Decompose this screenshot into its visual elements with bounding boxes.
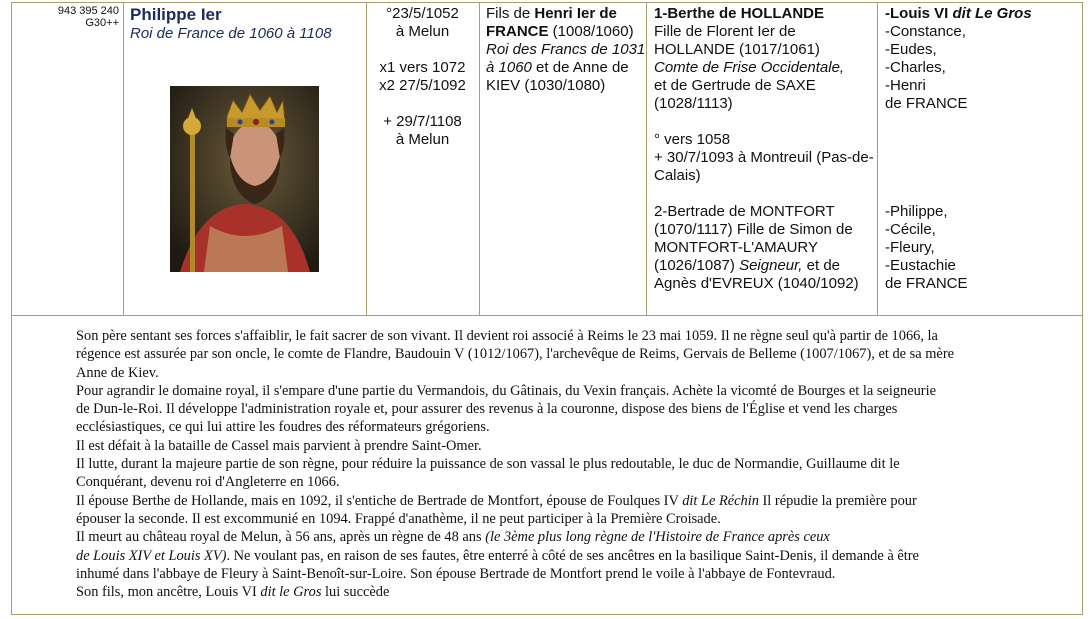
bio-italic: dit le Gros (260, 584, 322, 601)
heir-name: -Louis VI (885, 5, 953, 22)
bio-line: Il lutte, durant la majeure partie de son règne, pour réduire la puissance de son vassal le plus redoutable, le duc de Normandie, Guillaume dit le (76, 456, 900, 473)
sosa-number-cell (12, 3, 122, 29)
child-name: -Philippe, (885, 203, 948, 220)
parents-cell (480, 3, 646, 95)
spouse-1-birth: ° vers 1058 (654, 131, 731, 148)
dates-cell (366, 3, 479, 149)
bio-line: régence est assurée par son oncle, le comte de Flandre, Baudouin V (1012/1067), l'archevêque de Reims, Gervais de Belleme (1007/1067), et de sa mère (76, 346, 955, 363)
spouse-1-death: + 30/7/1093 à Montreuil (Pas-de-Calais) (654, 149, 874, 184)
mother-name: et de Anne de KIEV (1030/1080) (486, 59, 629, 94)
person-name: Philippe Ier (130, 5, 222, 24)
bio-text: Il répudie la première pour (758, 492, 917, 509)
bio-line (76, 528, 1066, 546)
person-title: Roi de France de 1060 à 1108 (130, 25, 332, 42)
bio-line (76, 547, 1066, 565)
father-title: Roi des Francs de 1031 à 1060 (486, 41, 646, 76)
bio-text: Il épouse Berthe de Hollande, mais en 1092, il s'entiche de Bertrade de Montfort, épouse de Foulques IV (76, 492, 683, 509)
spouse-1-father: Fille de Florent Ier de HOLLANDE (1017/1061) (654, 23, 820, 58)
child-name: -Cécile, (885, 221, 936, 238)
father-name: Henri Ier de FRANCE (486, 5, 617, 40)
child-name: -Charles, (885, 59, 946, 76)
birth-date: °23/5/1052 (386, 5, 459, 22)
children-surname: de FRANCE (885, 95, 968, 112)
bio-line (76, 492, 1066, 510)
child-name: -Eudes, (885, 41, 937, 58)
bio-line: inhumé dans l'abbaye de Fleury à Saint-Benoît-sur-Loire. Son épouse Bertrade de Montfort prend le voile à l'abbaye de Fontevraud. (76, 565, 836, 582)
father-dates: (1008/1060) (548, 23, 634, 40)
bio-italic: (le 3ème plus long règne de l'Histoire de France après ceux (485, 529, 830, 546)
biography-text (76, 327, 1066, 601)
spouse-2-info: 2-Bertrade de MONTFORT (1070/1117) Fille de Simon de MONTFORT-L'AMAURY (1026/1087) (654, 203, 853, 274)
portrait-image (170, 86, 319, 272)
bio-line: Conquérant, devenu roi d'Angleterre en 1066. (76, 474, 340, 491)
bio-line: Anne de Kiev. (76, 364, 159, 381)
bio-line: Pour agrandir le domaine royal, il s'empare d'une partie du Vermandois, du Gâtinais, du Vexin français. Achète la vicomté de Bourges et la seigneurie (76, 382, 936, 399)
bio-italic: de Louis XIV et Louis XV) (76, 547, 227, 564)
death-place: à Melun (395, 131, 450, 148)
death-date: + 29/7/1108 (383, 113, 462, 130)
heir-title: dit Le Gros (952, 5, 1032, 22)
parents-prefix: Fils de (486, 5, 535, 22)
spouse-1-father-title: Comte de Frise Occidentale, (654, 59, 845, 76)
bio-line: Son père sentant ses forces s'affaiblir, le fait sacrer de son vivant. Il devient roi associé à Reims le 23 mai 1059. Il ne règne seul qu'à partir de 1066, la (76, 328, 938, 344)
spouses-cell (647, 3, 877, 293)
marriage-date-1: x1 vers 1072 (379, 59, 466, 76)
child-name: -Henri (885, 77, 926, 94)
child-name: -Fleury, (885, 239, 935, 256)
bio-text: lui succède (321, 584, 390, 601)
spouse-1-mother: et de Gertrude de SAXE (1028/1113) (654, 77, 816, 112)
child-name: -Eustachie (885, 257, 956, 274)
bio-line (76, 583, 1066, 601)
bio-text: . Ne voulant pas, en raison de ses fautes, être enterré à côté de ses ancêtres en la basilique Saint-Denis, il demande à être (226, 547, 919, 564)
person-cell (123, 3, 365, 43)
bio-italic: dit Le Réchin (682, 492, 759, 509)
spouse-2-father-title: Seigneur, (739, 257, 803, 274)
spouse-2-mother: et de Agnès d'EVREUX (1040/1092) (654, 257, 859, 292)
bio-line: de Dun-le-Roi. Il développe l'administration royale et, pour assurer des revenus à la couronne, dispose des biens de l'Église et vend les charges (76, 401, 898, 418)
spouse-1-name: 1-Berthe de HOLLANDE (654, 5, 825, 22)
row-divider (12, 315, 1082, 316)
bio-line: Il est défait à la bataille de Cassel mais parvient à prendre Saint-Omer. (76, 437, 482, 454)
child-name: -Constance, (885, 23, 966, 40)
column-divider (123, 3, 124, 315)
bio-text: Son fils, mon ancêtre, Louis VI (76, 584, 261, 601)
birth-place: à Melun (395, 23, 450, 40)
children-cell (878, 3, 1082, 293)
sosa-number: 943 395 240 (57, 5, 119, 17)
generation-label: G30++ (85, 17, 119, 29)
bio-line: ecclésiastiques, ce qui lui attire les foudres des réformateurs grégoriens. (76, 419, 490, 436)
marriage-date-2: x2 27/5/1092 (379, 77, 466, 94)
children-surname: de FRANCE (885, 275, 968, 292)
bio-text: Il meurt au château royal de Melun, à 56 ans, après un règne de 48 ans (76, 529, 486, 546)
bio-line: épouser la seconde. Il est excommunié en 1094. Frappé d'anathème, il ne peut participer à la Première Croisade. (76, 510, 721, 527)
